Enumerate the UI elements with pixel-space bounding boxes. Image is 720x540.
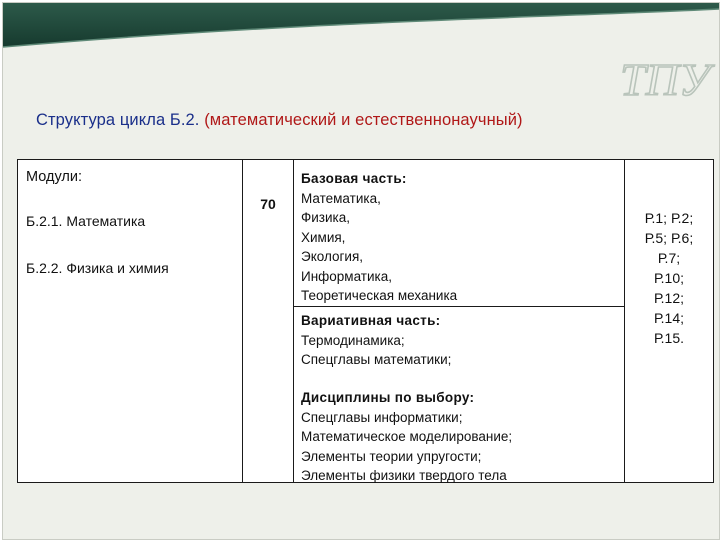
elective-part-header: Дисциплины по выбору:	[301, 390, 475, 405]
competency-item: Р.7;	[657, 250, 681, 266]
base-part	[301, 169, 457, 306]
elective-part	[301, 388, 512, 486]
discipline-item: Теоретическая механика	[301, 288, 458, 303]
structure-table	[17, 159, 714, 483]
title-subtitle: (математический и естественнонаучный)	[204, 111, 523, 129]
variable-part-header: Вариативная часть:	[301, 313, 441, 328]
discipline-item: Экология,	[301, 249, 364, 264]
discipline-item: Термодинамика;	[301, 332, 405, 348]
discipline-item: Информатика,	[301, 268, 392, 284]
discipline-item: Математика,	[301, 190, 381, 206]
module-item: Б.2.1. Математика	[26, 213, 146, 229]
competency-item: Р.14;	[653, 310, 685, 326]
svg-text:ТПУ: ТПУ	[620, 54, 710, 105]
modules-header: Модули:	[26, 169, 82, 185]
tpu-monogram-logo	[620, 49, 710, 109]
title-main: Структура цикла Б.2.	[36, 111, 200, 129]
section-divider	[294, 306, 624, 307]
slide-title	[36, 111, 523, 130]
base-part-header: Базовая часть:	[301, 171, 407, 186]
competency-item: Р.15.	[653, 330, 685, 346]
competency-item: Р.5; Р.6;	[644, 230, 694, 246]
competencies-cell	[625, 160, 714, 483]
discipline-item: Математическое моделирование;	[301, 429, 513, 444]
variable-part	[301, 311, 451, 370]
discipline-item: Физика,	[301, 210, 350, 225]
credits-cell	[243, 160, 294, 483]
header-banner	[3, 3, 719, 47]
module-item: Б.2.2. Физика и химия	[26, 260, 169, 276]
discipline-item: Элементы физики твердого тела	[301, 468, 507, 483]
discipline-item: Химия,	[301, 229, 346, 245]
discipline-item: Спецглавы информатики;	[301, 409, 463, 425]
credits-value: 70	[260, 196, 276, 212]
competency-item: Р.10;	[653, 270, 685, 286]
slide	[2, 2, 720, 540]
modules-cell	[18, 160, 243, 483]
competency-item: Р.1; Р.2;	[644, 210, 694, 226]
competencies-list	[625, 208, 713, 348]
discipline-item: Элементы теории упругости;	[301, 448, 482, 464]
competency-item: Р.12;	[653, 290, 685, 306]
discipline-item: Спецглавы математики;	[301, 352, 452, 367]
disciplines-cell	[294, 160, 625, 483]
